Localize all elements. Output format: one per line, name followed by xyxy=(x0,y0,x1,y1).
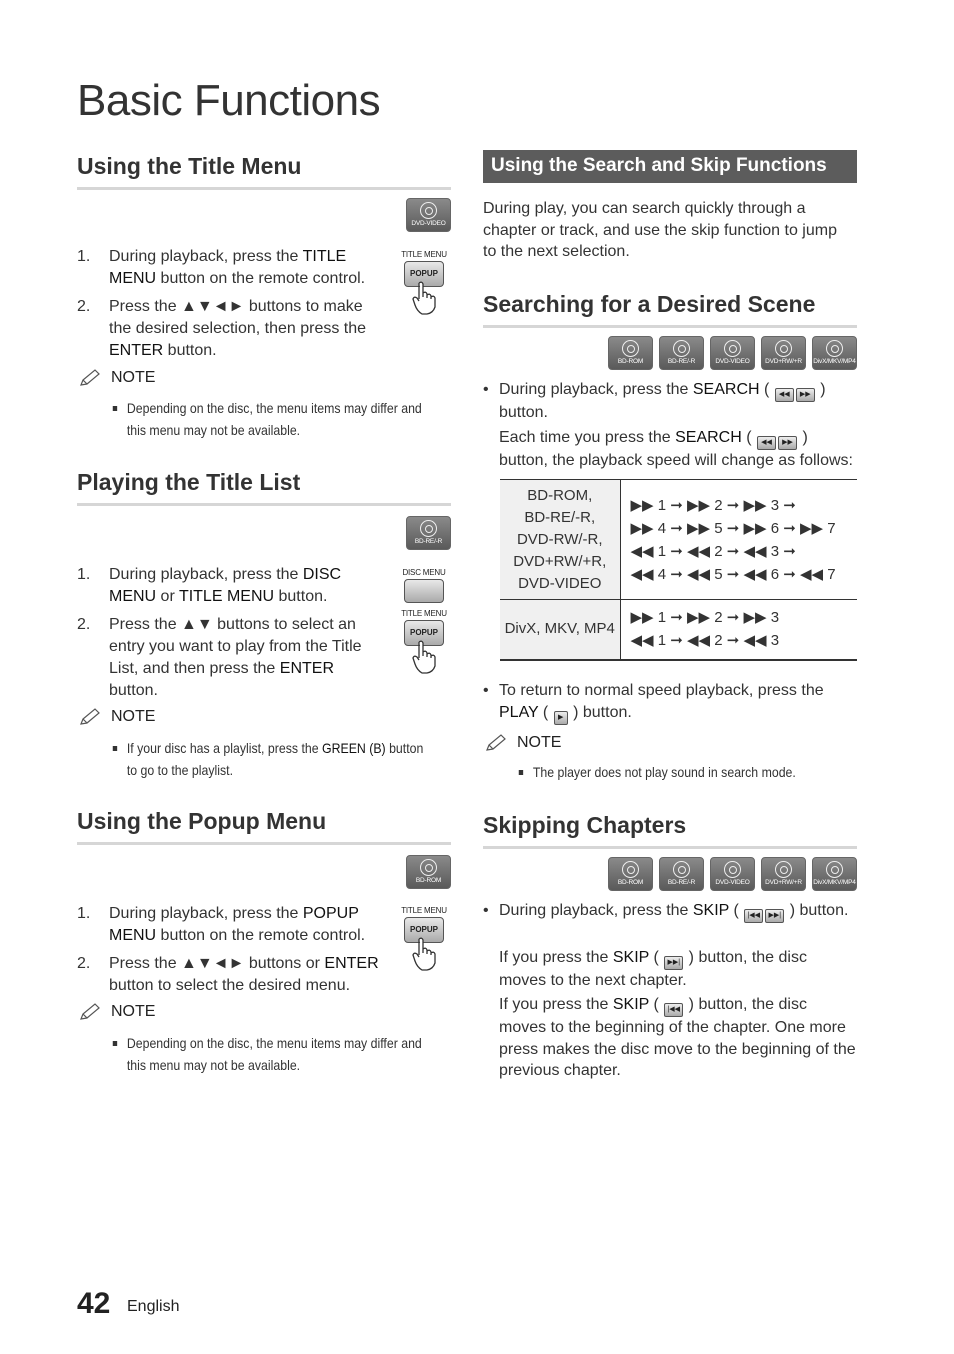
pointing-hand-icon xyxy=(411,937,439,971)
popup-button-icon: POPUP xyxy=(404,620,444,646)
popup-button-icon: POPUP xyxy=(404,261,444,287)
bd-re-disc-icon: BD-RE/-R xyxy=(659,857,704,891)
step-1: 1. During playback, press the TITLE MENU button on the remote control. xyxy=(77,248,366,287)
bd-rom-disc-icon: BD-ROM xyxy=(406,855,451,889)
page-language: English xyxy=(127,1298,180,1315)
note-text: If your disc has a playlist, press the GREEN (B) button to go to the playlist. xyxy=(111,737,437,781)
section-heading: Searching for a Desired Scene xyxy=(483,288,857,328)
pointing-hand-icon xyxy=(411,640,439,674)
skip-bullet-1: • During playback, press the SKIP ( |◀◀ ▶▶| ) button. xyxy=(483,900,857,923)
popup-menu-steps xyxy=(77,903,387,1003)
section-popup-menu xyxy=(77,805,451,1073)
step-1: 1. During playback, press the POPUP MENU button on the remote control. xyxy=(77,905,366,944)
pointing-hand-icon xyxy=(411,281,439,315)
section-title-menu xyxy=(77,150,451,438)
skip-back-button-icon: |◀◀ xyxy=(664,1003,683,1017)
disc-menu-button-icon xyxy=(404,579,444,603)
section-title-list xyxy=(77,466,451,778)
pencil-icon xyxy=(79,369,101,387)
disc-type-icons xyxy=(608,336,857,370)
step-2: 2. Press the ▲▼◄► buttons to make the desired selection, then press the ENTER button. xyxy=(77,298,367,359)
table-row xyxy=(500,480,857,600)
chapter-title: Basic Functions xyxy=(77,76,381,125)
skip-back-explanation: If you press the SKIP ( |◀◀ ) button, the disc moves to the beginning of the chapter. One more press makes the disc move to the beginning of the previous chapter. xyxy=(499,996,856,1079)
search-skip-heading: Using the Search and Skip Functions xyxy=(483,150,857,183)
page-number: 42 xyxy=(77,1287,111,1320)
dvd-video-disc-icon: DVD-VIDEO xyxy=(406,198,451,232)
pencil-icon xyxy=(79,708,101,726)
bd-re-disc-icon: BD-RE/-R xyxy=(659,336,704,370)
search-speed-table xyxy=(500,479,857,661)
bd-rom-disc-icon: BD-ROM xyxy=(608,857,653,891)
table-media-cell: BD-ROM, BD-RE/-R, DVD-RW/-R, DVD+RW/+R, DVD-VIDEO xyxy=(500,480,620,600)
bd-rom-disc-icon: BD-ROM xyxy=(608,336,653,370)
rewind-button-icon: ◀◀ xyxy=(757,436,776,450)
title-list-steps xyxy=(77,564,387,708)
search-speed-explanation: Each time you press the SEARCH ( ◀◀ ▶▶ ) button, the playback speed will change as follows: xyxy=(499,429,853,469)
section-heading: Using the Title Menu xyxy=(77,150,451,190)
pencil-icon xyxy=(485,734,507,752)
step-2: 2. Press the ▲▼ buttons to select an entry you want to play from the Title List, and then press the ENTER button. xyxy=(77,616,362,699)
skip-back-button-icon: |◀◀ xyxy=(744,909,763,923)
table-row xyxy=(500,600,857,660)
disc-type-icons xyxy=(608,857,857,891)
search-bullet-1: • During playback, press the SEARCH ( ◀◀ ▶▶ ) button. xyxy=(483,379,857,424)
title-menu-steps xyxy=(77,246,387,368)
section-heading: Playing the Title List xyxy=(77,466,451,506)
popup-button-icon: POPUP xyxy=(404,917,444,943)
note-heading: NOTE xyxy=(485,734,561,752)
search-bullet-2: • To return to normal speed playback, press the PLAY ( ▶ ) button. xyxy=(483,680,857,725)
remote-title-menu-illustration xyxy=(397,250,451,315)
note-text: Depending on the disc, the menu items may differ and this menu may not be available. xyxy=(111,397,437,441)
skip-forward-explanation: If you press the SKIP ( ▶▶| ) button, the disc moves to the next chapter. xyxy=(499,949,807,989)
section-search-scene xyxy=(483,288,857,780)
dvd-video-disc-icon: DVD-VIDEO xyxy=(710,336,755,370)
fast-forward-button-icon: ▶▶ xyxy=(796,388,815,402)
note-text: The player does not play sound in search mode. xyxy=(517,761,843,783)
remote-popup-illustration xyxy=(397,906,451,971)
note-heading: NOTE xyxy=(79,1003,155,1021)
divx-mkv-mp4-icon: DivX/MKV/MP4 xyxy=(812,336,857,370)
dvd-rw-disc-icon: DVD+RW/+R xyxy=(761,857,806,891)
section-skip-chapters xyxy=(483,809,857,1079)
note-text: Depending on the disc, the menu items may differ and this menu may not be available. xyxy=(111,1032,437,1076)
table-speed-cell: ▶▶ 1 ➞ ▶▶ 2 ➞ ▶▶ 3 ◀◀ 1 ➞ ◀◀ 2 ➞ ◀◀ 3 xyxy=(630,609,780,650)
play-button-icon: ▶ xyxy=(554,711,568,725)
bd-re-disc-icon: BD-RE/-R xyxy=(406,516,451,550)
remote-label: TITLE MENU xyxy=(401,906,447,915)
remote-label: TITLE MENU xyxy=(401,250,447,259)
disc-type-icons xyxy=(406,855,451,889)
search-skip-intro: During play, you can search quickly through a chapter or track, and use the skip function to jump to the next selection. xyxy=(483,200,837,260)
note-heading: NOTE xyxy=(79,708,155,726)
dvd-video-disc-icon: DVD-VIDEO xyxy=(710,857,755,891)
skip-forward-button-icon: ▶▶| xyxy=(664,956,683,970)
disc-type-icons xyxy=(406,198,451,232)
remote-label: DISC MENU xyxy=(402,568,446,577)
skip-forward-button-icon: ▶▶| xyxy=(765,909,784,923)
fast-forward-button-icon: ▶▶ xyxy=(778,436,797,450)
disc-type-icons xyxy=(406,516,451,550)
pencil-icon xyxy=(79,1003,101,1021)
remote-label: TITLE MENU xyxy=(401,609,447,618)
divx-mkv-mp4-icon: DivX/MKV/MP4 xyxy=(812,857,857,891)
table-media-cell: DivX, MKV, MP4 xyxy=(500,600,620,660)
step-2: 2. Press the ▲▼◄► buttons or ENTER button to select the desired menu. xyxy=(77,955,379,994)
note-heading: NOTE xyxy=(79,369,155,387)
step-1: 1. During playback, press the DISC MENU or TITLE MENU button. xyxy=(77,566,342,605)
remote-disc-menu-illustration xyxy=(397,568,451,674)
section-heading: Using the Popup Menu xyxy=(77,805,451,845)
section-heading: Skipping Chapters xyxy=(483,809,857,849)
dvd-rw-disc-icon: DVD+RW/+R xyxy=(761,336,806,370)
table-speed-cell: ▶▶ 1 ➞ ▶▶ 2 ➞ ▶▶ 3 ➞ ▶▶ 4 ➞ ▶▶ 5 ➞ ▶▶ 6 ➞ ▶▶ 7 ◀◀ 1 ➞ ◀◀ 2 ➞ ◀◀ 3 ➞ ◀◀ 4 ➞ ◀◀ 5 ➞ ◀◀ 6 ➞ ◀◀ 7 xyxy=(630,496,836,583)
rewind-button-icon: ◀◀ xyxy=(775,388,794,402)
